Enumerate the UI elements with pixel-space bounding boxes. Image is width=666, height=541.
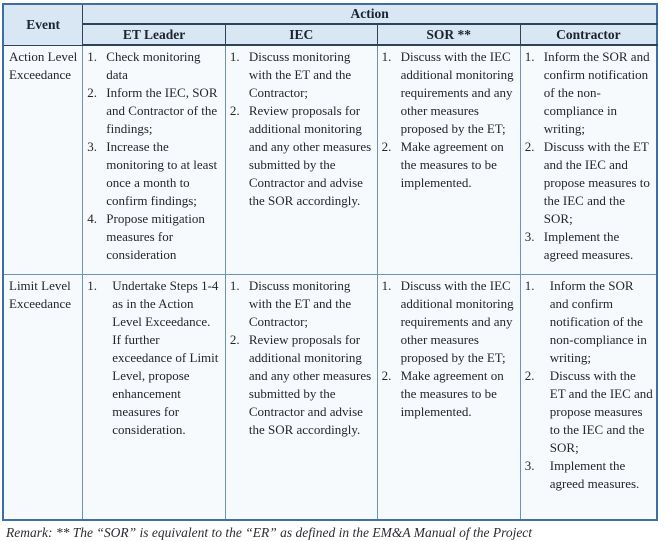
list-item [230,102,374,210]
list-item [525,457,653,493]
list-item [230,277,374,331]
action-cell [83,45,226,275]
list-text: Discuss with the ET and the IEC and propose measures to the IEC and the SOR; [549,368,653,455]
list-number: 1. [381,49,392,64]
list-text: Undertake Steps 1-4 as in the Action Level Exceedance. If further exceedance of Limit Level, propose enhancement measures for consideration. [112,278,219,437]
list-number: 2. [524,139,535,154]
list-number: 2. [229,332,240,347]
list-number: 1. [229,278,240,293]
column-header-iec: IEC [225,24,377,45]
list-item [525,228,653,264]
list-text: Implement the agreed measures. [543,229,634,262]
list-item [382,138,517,192]
header-row-parties [3,24,657,45]
list-number: 2. [524,368,535,383]
list-number: 1. [381,278,392,293]
list-number: 2. [381,139,392,154]
action-cell [377,275,520,521]
list-item [87,48,222,84]
column-header-contractor: Contractor [520,24,657,45]
action-cell [225,45,377,275]
list-item [87,210,222,264]
list-text: Propose mitigation measures for consideration [106,211,205,262]
list-item [525,138,653,228]
list-number: 2. [381,368,392,383]
list-text: Discuss with the IEC additional monitoring requirements and any other measures proposed by the ET; [400,278,514,365]
list-text: Review proposals for additional monitoring and any other measures submitted by the Contractor and advise the SOR accordingly. [248,103,372,208]
list-item [87,84,222,138]
event-cell: Action Level Exceedance [3,45,83,275]
table-row [3,275,657,521]
table-header [3,4,657,45]
event-header-cell: Event [3,4,83,45]
remark-footnote: Remark: ** The “SOR” is equivalent to the “ER” as defined in the EM&A Manual of the Project [6,525,533,540]
list-item [87,138,222,210]
list-text: Inform the SOR and confirm notification of the non-compliance in writing; [549,278,647,365]
list-text: Make agreement on the measures to be implemented. [400,139,504,190]
list-item [230,331,374,439]
list-text: Increase the monitoring to at least once a month to confirm findings; [106,139,218,208]
action-cell [83,275,226,521]
list-number: 3. [87,139,98,154]
action-cell [520,275,657,521]
list-item [87,277,222,439]
list-text: Discuss monitoring with the ET and the Contractor; [248,49,352,100]
list-item [230,48,374,102]
list-text: Inform the IEC, SOR and Contractor of the findings; [106,85,218,136]
list-number: 1. [524,278,535,293]
list-text: Make agreement on the measures to be implemented. [400,368,504,419]
list-number: 4. [87,211,98,226]
table-row [3,45,657,275]
list-number: 3. [524,229,535,244]
list-text: Discuss with the ET and the IEC and propose measures to the IEC and the SOR; [543,139,650,226]
action-cell [520,45,657,275]
list-item [525,48,653,138]
list-number: 1. [229,49,240,64]
list-number: 2. [229,103,240,118]
list-item [382,277,517,367]
list-text: Discuss monitoring with the ET and the Contractor; [248,278,352,329]
list-item [525,367,653,457]
table-body [3,45,657,520]
list-text: Review proposals for additional monitoring and any other measures submitted by the Contractor and advise the SOR accordingly. [248,332,372,437]
list-number: 1. [524,49,535,64]
action-header-cell: Action [83,4,657,24]
list-number: 1. [87,49,98,64]
list-item [525,277,653,367]
list-number: 2. [87,85,98,100]
action-cell [225,275,377,521]
list-text: Implement the agreed measures. [549,458,640,491]
list-item [382,367,517,421]
exceedance-action-table [2,3,658,521]
list-number: 1. [87,278,98,293]
column-header-et-leader: ET Leader [83,24,226,45]
header-row-action [3,4,657,24]
column-header-sor: SOR ** [377,24,520,45]
list-text: Discuss with the IEC additional monitoring requirements and any other measures proposed by the ET; [400,49,514,136]
list-number: 3. [524,458,535,473]
list-item [382,48,517,138]
action-cell [377,45,520,275]
event-cell: Limit Level Exceedance [3,275,83,521]
list-text: Inform the SOR and confirm notification of the non-compliance in writing; [543,49,650,136]
list-text: Check monitoring data [106,49,201,82]
